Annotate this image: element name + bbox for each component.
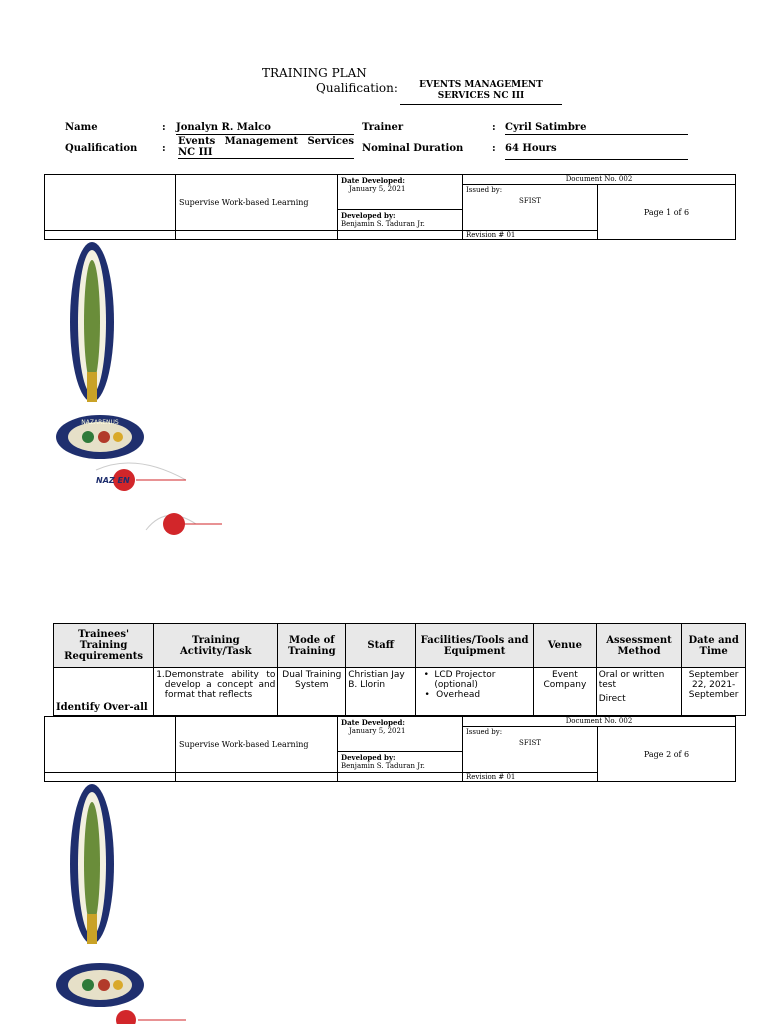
issued-by-cell: [463, 185, 598, 230]
activity-number: 1.: [156, 670, 165, 680]
issued-by-label: Issued by:: [466, 728, 503, 737]
brand-text: NAZ EN: [96, 476, 130, 485]
col-header-activity: Training Activity/Task: [154, 624, 278, 668]
date-developed-value: January 5, 2021: [349, 185, 406, 193]
duration-value: 64 Hours: [505, 143, 688, 160]
page-number: Page 2 of 6: [598, 727, 736, 782]
date-developed-cell: [338, 717, 463, 752]
assessment-item: Oral or written test: [598, 670, 665, 690]
school-logo-graphic: [56, 242, 226, 542]
seal-text: NAZARENUS: [81, 419, 119, 426]
training-plan-table: [53, 623, 746, 716]
date-cell: September 22, 2021- September: [682, 668, 746, 716]
assessment-cell: [596, 668, 682, 716]
qual-label: Qualification: [65, 143, 138, 154]
name-label: Name: [65, 122, 98, 133]
name-value: Jonalyn R. Malco: [176, 122, 354, 135]
duration-label: Nominal Duration: [362, 143, 464, 154]
document-number: Document No. 002: [463, 717, 736, 727]
facilities-cell: • LCD Projector (optional) • Overhead: [416, 668, 534, 716]
venue-cell: Event Company: [534, 668, 597, 716]
brand-mark-icon-2: [163, 513, 185, 535]
document-title: TRAINING PLAN: [262, 66, 367, 80]
issued-by-label: Issued by:: [466, 186, 503, 195]
school-logo-graphic-2: [56, 784, 226, 1024]
developed-by-label: Developed by:: [341, 211, 396, 221]
date-developed-label: Date Developed:: [341, 176, 405, 185]
col-header-staff: Staff: [346, 624, 416, 668]
col-header-date: Date and Time: [682, 624, 746, 668]
developed-by-cell: [338, 752, 463, 773]
requirement-cell: Identify Over-all: [54, 668, 154, 716]
document-number: Document No. 002: [463, 175, 736, 185]
revision: Revision # 01: [463, 230, 598, 239]
col-header-requirements: Trainees' Training Requirements: [54, 624, 154, 668]
brand-mark-icon-3: [116, 1010, 136, 1024]
issued-by-value: SFIST: [519, 739, 541, 748]
activity-text: Demonstrate ability to develop a concept and format that reflects: [164, 670, 276, 700]
qualification-label: Qualification:: [316, 81, 398, 95]
col-header-facilities: Facilities/Tools and Equipment: [416, 624, 534, 668]
assessment-item: Direct: [598, 694, 626, 704]
duration-colon: :: [492, 143, 496, 154]
document-header-block-2: [44, 716, 736, 782]
qual-value: Events Management Services NC III: [178, 136, 354, 158]
facility-item: Overhead: [436, 690, 481, 700]
trainer-colon: :: [492, 122, 496, 133]
date-developed-value: January 5, 2021: [349, 727, 406, 735]
col-header-venue: Venue: [534, 624, 597, 668]
mode-cell: Dual Training System: [278, 668, 346, 716]
staff-cell: Christian Jay B. Llorin: [346, 668, 416, 716]
developed-by-value: Benjamin S. Taduran Jr.: [341, 762, 425, 771]
qualification-value: EVENTS MANAGEMENT SERVICES NC III: [400, 80, 562, 105]
issued-by-value: SFIST: [519, 197, 541, 206]
activity-cell: [154, 668, 278, 716]
issued-by-cell: [463, 727, 598, 772]
col-header-mode: Mode of Training: [278, 624, 346, 668]
module-title: Supervise Work-based Learning: [176, 175, 338, 231]
date-developed-cell: [338, 175, 463, 210]
document-header-block-1: [44, 174, 736, 240]
developed-by-label: Developed by:: [341, 753, 396, 763]
module-title: Supervise Work-based Learning: [176, 717, 338, 773]
facility-item: LCD Projector (optional): [434, 670, 496, 690]
trainer-label: Trainer: [362, 122, 404, 133]
developed-by-cell: [338, 210, 463, 231]
col-header-assessment: Assessment Method: [596, 624, 682, 668]
revision: Revision # 01: [463, 772, 598, 781]
trainer-value: Cyril Satimbre: [505, 122, 688, 135]
qual-colon: :: [162, 143, 166, 154]
name-colon: :: [162, 122, 166, 133]
page-number: Page 1 of 6: [598, 185, 736, 240]
developed-by-value: Benjamin S. Taduran Jr.: [341, 220, 425, 229]
table-row: [54, 668, 746, 716]
date-developed-label: Date Developed:: [341, 718, 405, 727]
